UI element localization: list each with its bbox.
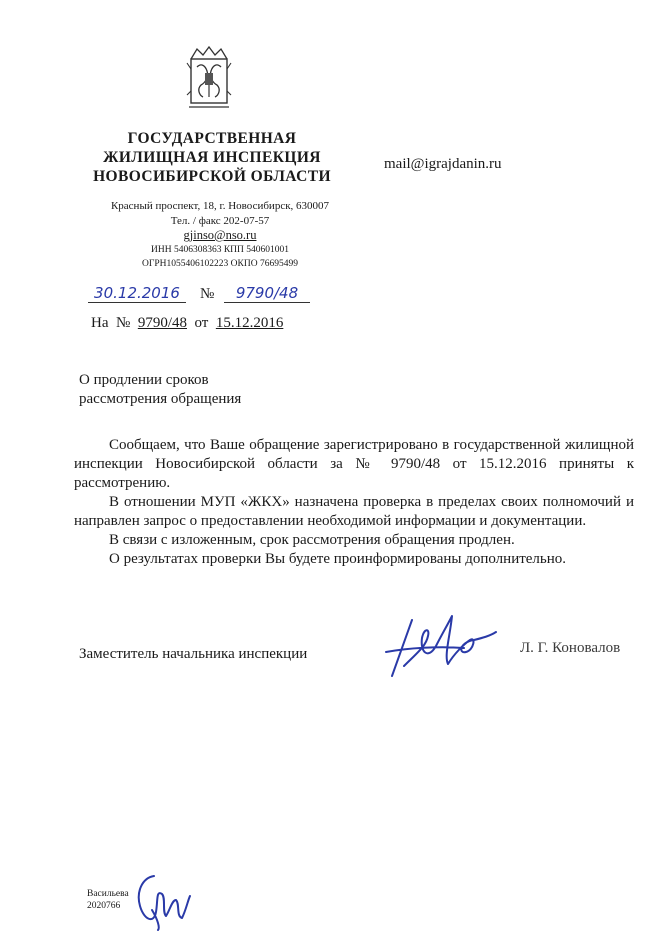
reference-prefix: На <box>91 315 109 331</box>
reference-number: 9790/48 <box>137 315 187 331</box>
subject-line-2: рассмотрения обращения <box>79 391 242 407</box>
signer-name: Л. Г. Коновалов <box>520 640 621 656</box>
registration-date: 30.12.2016 <box>88 284 186 303</box>
executor-info <box>87 888 129 912</box>
reference-no-label: № <box>116 315 131 331</box>
body-paragraph-1: Сообщаем, что Ваше обращение зарегистрировано в государственной жилищной инспекции Новосибирской области за № 9790/48 от 15.12.2016 приняты к рассмотрению. <box>74 437 634 491</box>
body-paragraph-2: В отношении МУП «ЖКХ» назначена проверка в пределах своих полномочий и направлен запрос о предоставлении необходимой информации и документации. <box>74 494 634 529</box>
subject-line-1: О продлении сроков <box>79 372 209 388</box>
body-paragraph-4: О результатах проверки Вы будете проинформированы дополнительно. <box>109 551 567 567</box>
letter-body <box>74 436 634 569</box>
registration-line <box>88 284 318 306</box>
signer-title: Заместитель начальника инспекции <box>79 646 308 662</box>
reference-date: 15.12.2016 <box>215 315 284 331</box>
body-paragraph-3: В связи с изложенным, срок рассмотрения обращения продлен. <box>109 532 515 548</box>
org-line-3: НОВОСИБИРСКОЙ ОБЛАСТИ <box>93 168 331 185</box>
registration-number: 9790/48 <box>224 284 310 303</box>
org-email-link[interactable]: gjinso@nso.ru <box>183 228 257 242</box>
org-inn: ИНН 5406308363 КПП 540601001 <box>150 244 289 255</box>
reference-line <box>91 315 283 332</box>
org-contacts <box>80 199 360 272</box>
org-line-2: ЖИЛИЩНАЯ ИНСПЕКЦИЯ <box>103 149 321 166</box>
reference-from-label: от <box>194 315 209 331</box>
coat-of-arms-emblem <box>183 45 235 113</box>
org-line-1: ГОСУДАРСТВЕННАЯ <box>127 130 297 147</box>
org-ogrn: ОГРН1055406102223 ОКПО 76695499 <box>142 259 298 269</box>
org-phone: Тел. / факс 202-07-57 <box>170 214 270 227</box>
executor-phone: 2020766 <box>87 901 121 911</box>
organization-name <box>82 129 342 186</box>
executor-name: Васильева <box>87 889 129 899</box>
org-address: Красный проспект, 18, г. Новосибирск, 630007 <box>110 200 330 212</box>
registration-no-label: № <box>200 286 215 302</box>
executor-signature <box>132 870 194 932</box>
recipient-email: mail@igrajdanin.ru <box>384 156 502 172</box>
handwritten-signature <box>378 606 500 680</box>
letter-subject <box>79 371 241 409</box>
